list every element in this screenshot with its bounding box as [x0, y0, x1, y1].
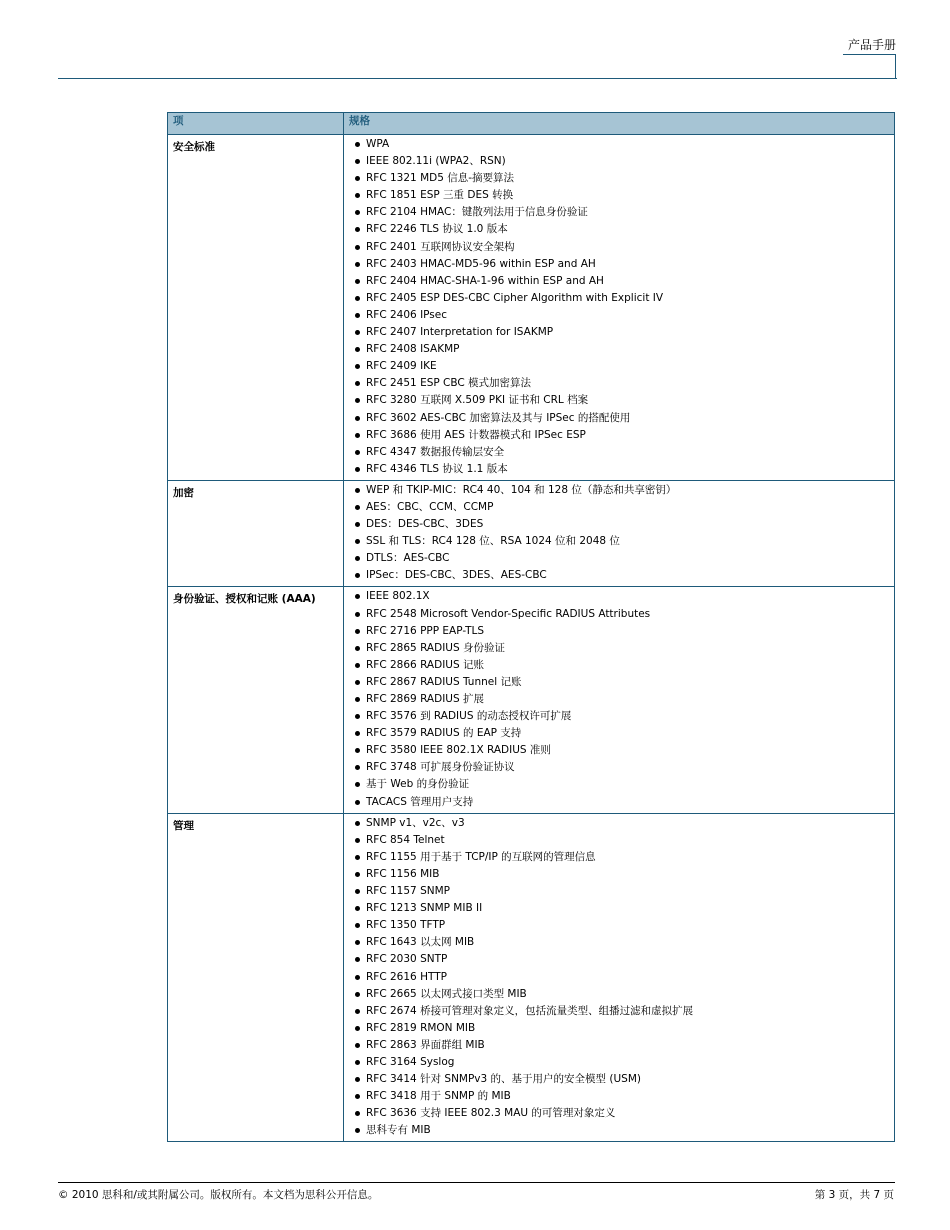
table-row — [168, 813, 895, 1142]
spec-list-item: TACACS 管理用户支持 — [354, 794, 889, 811]
spec-list-item: RFC 1155 用于基于 TCP/IP 的互联网的管理信息 — [354, 849, 889, 866]
spec-list-item: RFC 1213 SNMP MIB II — [354, 900, 889, 917]
spec-list-item: RFC 2405 ESP DES-CBC Cipher Algorithm with Explicit IV — [354, 290, 889, 307]
spec-list-item: RFC 3748 可扩展身份验证协议 — [354, 759, 889, 776]
spec-list-item: RFC 2616 HTTP — [354, 969, 889, 986]
spec-list-item: DTLS：AES-CBC — [354, 550, 889, 567]
spec-list — [354, 815, 889, 1140]
footer-divider — [58, 1182, 895, 1183]
spec-list-item: RFC 2674 桥接可管理对象定义，包括流量类型、组播过滤和虚拟扩展 — [354, 1003, 889, 1020]
spec-list — [354, 136, 889, 478]
spec-list-item: RFC 3602 AES-CBC 加密算法及其与 IPSec 的搭配使用 — [354, 410, 889, 427]
row-item-label: 身份验证、授权和记账 (AAA) — [168, 587, 344, 813]
spec-list-item: RFC 1350 TFTP — [354, 917, 889, 934]
row-spec-cell — [344, 135, 895, 481]
spec-list-item: RFC 2665 以太网式接口类型 MIB — [354, 986, 889, 1003]
spec-list-item: RFC 3418 用于 SNMP 的 MIB — [354, 1088, 889, 1105]
spec-list-item: RFC 1157 SNMP — [354, 883, 889, 900]
footer-page-number: 第 3 页，共 7 页 — [814, 1189, 894, 1201]
table-header-row — [168, 113, 895, 135]
spec-list-item: RFC 2403 HMAC-MD5-96 within ESP and AH — [354, 256, 889, 273]
spec-list-item: RFC 4347 数据报传输层安全 — [354, 444, 889, 461]
spec-list-item: RFC 1643 以太网 MIB — [354, 934, 889, 951]
spec-list-item: RFC 1156 MIB — [354, 866, 889, 883]
spec-list-item: RFC 2819 RMON MIB — [354, 1020, 889, 1037]
spec-list-item: IPSec：DES-CBC、3DES、AES-CBC — [354, 567, 889, 584]
spec-list-item: RFC 1321 MD5 信息-摘要算法 — [354, 170, 889, 187]
row-item-label: 管理 — [168, 813, 344, 1142]
document-header-title: 产品手册 — [847, 38, 896, 52]
column-header-item: 项 — [168, 113, 344, 135]
spec-list-item: RFC 2104 HMAC：键散列法用于信息身份验证 — [354, 204, 889, 221]
spec-list-item: RFC 2408 ISAKMP — [354, 341, 889, 358]
spec-list-item: RFC 2407 Interpretation for ISAKMP — [354, 324, 889, 341]
spec-table — [167, 112, 895, 1142]
row-spec-cell — [344, 480, 895, 587]
row-item-label: 加密 — [168, 480, 344, 587]
header-divider — [58, 78, 897, 79]
header-tab-decoration — [843, 54, 896, 78]
table-row — [168, 587, 895, 813]
spec-list-item: RFC 2865 RADIUS 身份验证 — [354, 640, 889, 657]
spec-list-item: RFC 1851 ESP 三重 DES 转换 — [354, 187, 889, 204]
spec-list-item: RFC 854 Telnet — [354, 832, 889, 849]
spec-list-item: 思科专有 MIB — [354, 1122, 889, 1139]
spec-list-item: 基于 Web 的身份验证 — [354, 776, 889, 793]
column-header-spec: 规格 — [344, 113, 895, 135]
spec-list-item: RFC 2451 ESP CBC 模式加密算法 — [354, 375, 889, 392]
spec-list-item: RFC 3414 针对 SNMPv3 的、基于用户的安全模型 (USM) — [354, 1071, 889, 1088]
spec-list-item: WPA — [354, 136, 889, 153]
spec-list-item: SSL 和 TLS：RC4 128 位、RSA 1024 位和 2048 位 — [354, 533, 889, 550]
table-row — [168, 480, 895, 587]
spec-list-item: AES：CBC、CCM、CCMP — [354, 499, 889, 516]
spec-table-body — [168, 135, 895, 1142]
row-spec-cell — [344, 587, 895, 813]
spec-list-item: RFC 3686 使用 AES 计数器模式和 IPSec ESP — [354, 427, 889, 444]
spec-list-item: RFC 2867 RADIUS Tunnel 记账 — [354, 674, 889, 691]
row-item-label: 安全标准 — [168, 135, 344, 481]
spec-list-item: SNMP v1、v2c、v3 — [354, 815, 889, 832]
spec-list-item: RFC 2246 TLS 协议 1.0 版本 — [354, 221, 889, 238]
spec-list-item: RFC 2863 界面群组 MIB — [354, 1037, 889, 1054]
spec-list-item: RFC 2401 互联网协议安全架构 — [354, 239, 889, 256]
spec-list-item: RFC 3280 互联网 X.509 PKI 证书和 CRL 档案 — [354, 392, 889, 409]
spec-list-item: RFC 2406 IPsec — [354, 307, 889, 324]
row-spec-cell — [344, 813, 895, 1142]
spec-list-item: RFC 3580 IEEE 802.1X RADIUS 准则 — [354, 742, 889, 759]
spec-list — [354, 482, 889, 585]
spec-list-item: RFC 3164 Syslog — [354, 1054, 889, 1071]
spec-list-item: RFC 3579 RADIUS 的 EAP 支持 — [354, 725, 889, 742]
spec-list-item: IEEE 802.1X — [354, 588, 889, 605]
spec-list-item: IEEE 802.11i (WPA2、RSN) — [354, 153, 889, 170]
spec-list-item: RFC 4346 TLS 协议 1.1 版本 — [354, 461, 889, 478]
spec-list-item: RFC 3576 到 RADIUS 的动态授权许可扩展 — [354, 708, 889, 725]
spec-list-item: RFC 2866 RADIUS 记账 — [354, 657, 889, 674]
spec-list-item: RFC 3636 支持 IEEE 802.3 MAU 的可管理对象定义 — [354, 1105, 889, 1122]
footer-copyright: © 2010 思科和/或其附属公司。版权所有。本文档为思科公开信息。 — [58, 1189, 379, 1201]
spec-list-item: WEP 和 TKIP-MIC：RC4 40、104 和 128 位（静态和共享密钥） — [354, 482, 889, 499]
spec-list-item: RFC 2716 PPP EAP-TLS — [354, 623, 889, 640]
spec-list-item: DES：DES-CBC、3DES — [354, 516, 889, 533]
spec-list-item: RFC 2869 RADIUS 扩展 — [354, 691, 889, 708]
spec-list-item: RFC 2548 Microsoft Vendor-Specific RADIUS Attributes — [354, 606, 889, 623]
spec-list-item: RFC 2409 IKE — [354, 358, 889, 375]
spec-list-item: RFC 2030 SNTP — [354, 951, 889, 968]
spec-list — [354, 588, 889, 810]
table-row — [168, 135, 895, 481]
spec-list-item: RFC 2404 HMAC-SHA-1-96 within ESP and AH — [354, 273, 889, 290]
